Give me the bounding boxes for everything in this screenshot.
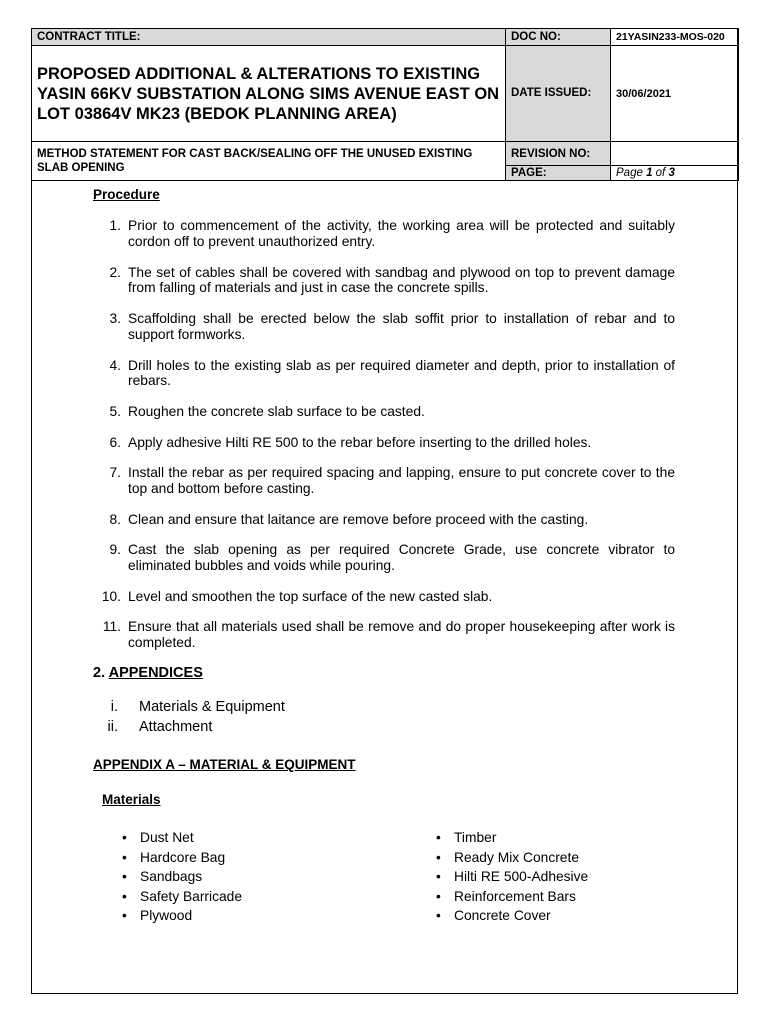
doc-no-label: DOC NO:	[506, 29, 611, 46]
step-text: Scaffolding shall be erected below the slab soffit prior to installation of rebar and to support formworks.	[128, 311, 675, 342]
step-number: 3.	[109, 311, 121, 326]
procedure-heading: Procedure	[93, 187, 160, 202]
material-item: • Timber	[436, 830, 588, 850]
step-number: 9.	[109, 542, 121, 557]
page-of: of	[652, 167, 669, 179]
procedure-step	[93, 542, 675, 573]
procedure-step	[93, 512, 675, 528]
step-text: Roughen the concrete slab surface to be casted.	[128, 404, 425, 419]
appendix-item	[93, 699, 493, 719]
appendix-item-text: Attachment	[139, 718, 213, 735]
step-number: 6.	[109, 434, 121, 450]
appendices-number: 2.	[93, 665, 106, 681]
material-item: • Safety Barricade	[122, 889, 242, 909]
procedure-step	[93, 265, 675, 296]
step-number: 1.	[109, 218, 121, 233]
step-number: 7.	[109, 465, 121, 480]
procedure-step	[93, 589, 675, 605]
material-item: • Concrete Cover	[436, 908, 588, 928]
step-text: Cast the slab opening as per required Concrete Grade, use concrete vibrator to eliminated bubbles and voids while pouring.	[128, 542, 675, 573]
step-text: Drill holes to the existing slab as per required diameter and depth, prior to installation of rebars.	[128, 357, 675, 388]
procedure-step	[93, 218, 675, 249]
method-statement-title: METHOD STATEMENT FOR CAST BACK/SEALING OFF THE UNUSED EXISTING SLAB OPENING	[32, 142, 506, 181]
contract-title-label: CONTRACT TITLE:	[32, 29, 506, 46]
appendices-list	[93, 699, 493, 738]
appendix-item-number: ii.	[107, 718, 118, 735]
revision-no-label: REVISION NO:	[506, 142, 611, 166]
step-text: Prior to commencement of the activity, the working area will be protected and suitably cordon off to prevent unauthorized entry.	[128, 218, 675, 249]
materials-list-right	[436, 830, 588, 928]
procedure-step	[93, 404, 675, 420]
material-item: • Dust Net	[122, 830, 242, 850]
step-number: 5.	[109, 404, 121, 419]
material-item: • Sandbags	[122, 869, 242, 889]
revision-no-value	[611, 142, 739, 166]
appendix-item	[93, 719, 493, 739]
page-total: 3	[668, 167, 675, 179]
procedure-step	[93, 311, 675, 342]
procedure-step	[93, 358, 675, 389]
contract-title: PROPOSED ADDITIONAL & ALTERATIONS TO EXISTING YASIN 66KV SUBSTATION ALONG SIMS AVENUE EAST ON LOT 03864V MK23 (BEDOK PLANNING AREA)	[32, 46, 506, 142]
step-number: 10.	[101, 588, 121, 604]
materials-heading: Materials	[102, 792, 161, 807]
appendices-title: APPENDICES	[108, 665, 203, 681]
step-number: 11.	[102, 619, 121, 634]
step-text: The set of cables shall be covered with sandbag and plywood on top to prevent damage from falling of materials and just in case the concrete spills.	[128, 264, 675, 295]
material-item: • Reinforcement Bars	[436, 889, 588, 909]
appendices-heading	[93, 665, 203, 681]
page-number	[611, 166, 739, 181]
material-item: • Hardcore Bag	[122, 850, 242, 870]
page-label: PAGE:	[506, 166, 611, 181]
procedure-step	[93, 435, 675, 451]
appendix-a-heading: APPENDIX A – MATERIAL & EQUIPMENT	[93, 757, 356, 772]
document-header-table	[31, 28, 739, 181]
step-number: 2.	[109, 264, 121, 280]
step-text: Apply adhesive Hilti RE 500 to the rebar before inserting to the drilled holes.	[128, 434, 592, 450]
procedure-steps	[93, 218, 675, 650]
step-number: 4.	[109, 357, 121, 373]
page-prefix: Page	[616, 167, 647, 179]
procedure-step	[93, 619, 675, 650]
material-item: • Ready Mix Concrete	[436, 850, 588, 870]
step-text: Clean and ensure that laitance are remove before proceed with the casting.	[128, 511, 589, 527]
step-text: Install the rebar as per required spacing and lapping, ensure to put concrete cover to the top and bottom before casting.	[128, 465, 675, 496]
step-number: 8.	[109, 511, 121, 527]
procedure-step	[93, 465, 675, 496]
appendix-item-number: i.	[110, 699, 118, 715]
material-item: • Plywood	[122, 908, 242, 928]
materials-list-left	[122, 830, 242, 928]
date-issued-label: DATE ISSUED:	[506, 46, 611, 142]
step-text: Ensure that all materials used shall be remove and do proper housekeeping after work is completed.	[128, 619, 675, 650]
date-issued-value: 30/06/2021	[611, 46, 739, 142]
doc-no-value: 21YASIN233-MOS-020	[611, 29, 739, 46]
page-current: 1	[646, 167, 653, 179]
appendix-item-text: Materials & Equipment	[139, 699, 285, 715]
material-item: • Hilti RE 500-Adhesive	[436, 869, 588, 889]
step-text: Level and smoothen the top surface of the new casted slab.	[128, 588, 493, 604]
